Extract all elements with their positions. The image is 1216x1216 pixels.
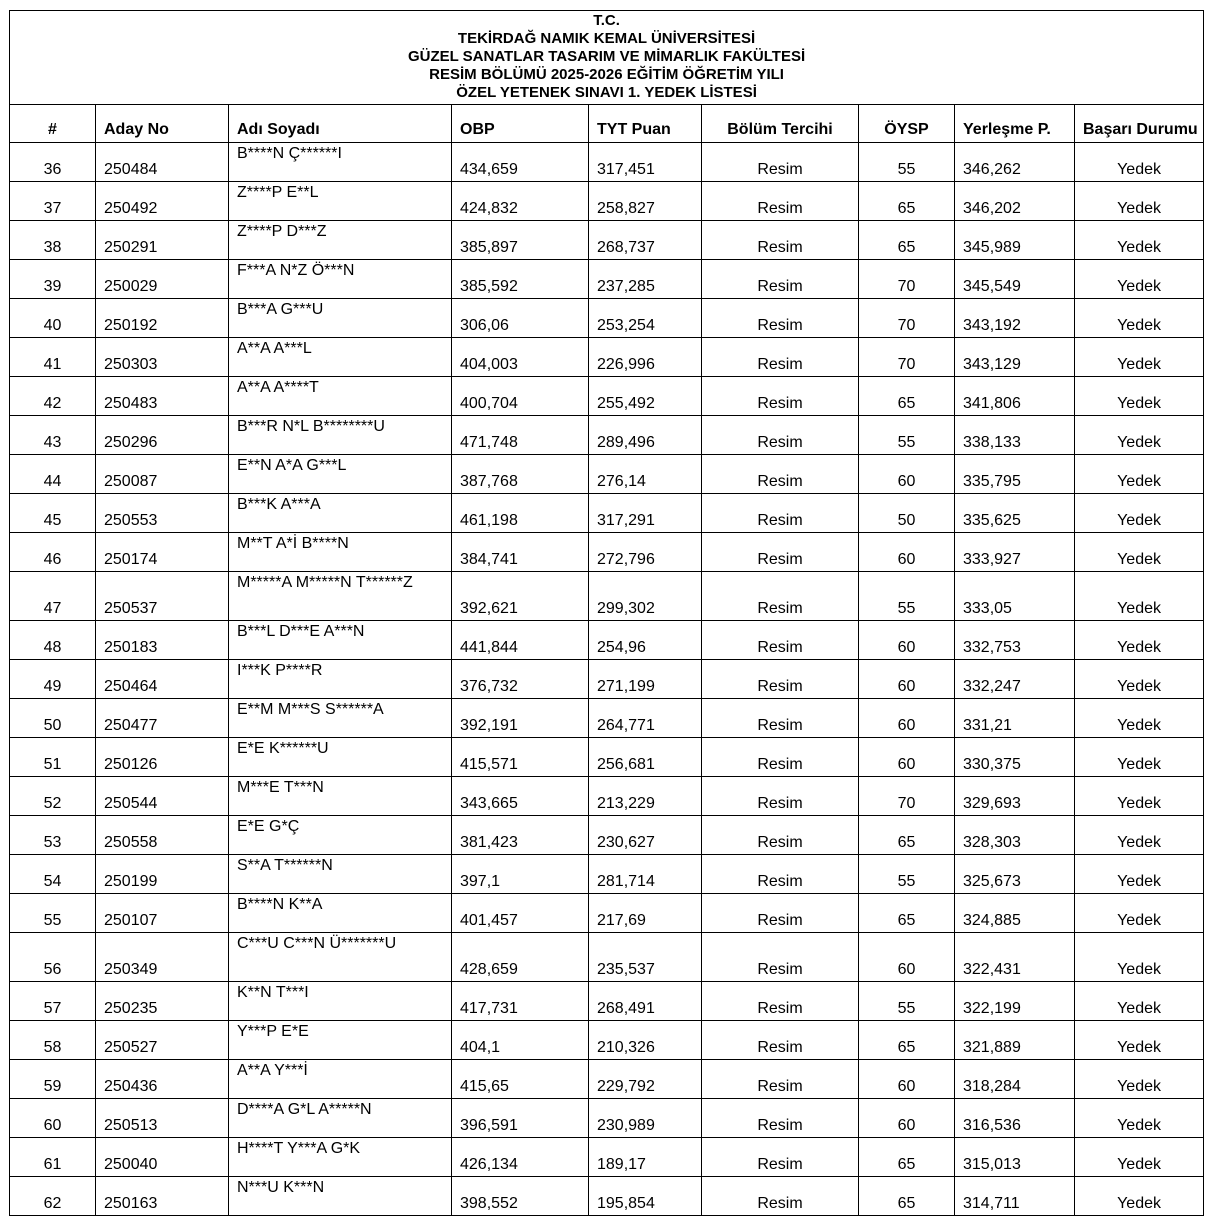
cell-tyt-score: 268,491: [589, 982, 702, 1021]
cell-placement-score: 345,549: [955, 260, 1075, 299]
cell-obp: 415,571: [452, 738, 589, 777]
cell-candidate-no: 250558: [96, 816, 229, 855]
cell-full-name: Z****P D***Z: [229, 221, 452, 260]
cell-rank: 42: [10, 377, 96, 416]
cell-department-choice: Resim: [702, 816, 859, 855]
cell-oysp: 55: [859, 416, 955, 455]
column-header-tyt-score: TYT Puan: [589, 105, 702, 143]
cell-placement-score: 343,192: [955, 299, 1075, 338]
cell-result-status: Yedek: [1075, 777, 1204, 816]
cell-full-name: B***K A***A: [229, 494, 452, 533]
cell-oysp: 60: [859, 621, 955, 660]
cell-placement-score: 330,375: [955, 738, 1075, 777]
cell-full-name: E**N A*A G***L: [229, 455, 452, 494]
column-header-full-name: Adı Soyadı: [229, 105, 452, 143]
cell-obp: 384,741: [452, 533, 589, 572]
cell-full-name: A**A A***L: [229, 338, 452, 377]
title-line-faculty: GÜZEL SANATLAR TASARIM VE MİMARLIK FAKÜLTESİ: [407, 48, 806, 65]
table-row: [10, 455, 1204, 494]
table-row: [10, 416, 1204, 455]
cell-placement-score: 346,262: [955, 143, 1075, 182]
cell-placement-score: 333,05: [955, 572, 1075, 621]
cell-result-status: Yedek: [1075, 894, 1204, 933]
cell-candidate-no: 250296: [96, 416, 229, 455]
title-line-department-year: RESİM BÖLÜMÜ 2025-2026 EĞİTİM ÖĞRETİM YILI: [429, 66, 784, 83]
document-title-block: [10, 11, 1204, 105]
cell-full-name: H****T Y***A G*K: [229, 1138, 452, 1177]
column-header-oysp: ÖYSP: [859, 105, 955, 143]
cell-obp: 401,457: [452, 894, 589, 933]
cell-candidate-no: 250291: [96, 221, 229, 260]
cell-oysp: 65: [859, 894, 955, 933]
cell-result-status: Yedek: [1075, 143, 1204, 182]
cell-obp: 461,198: [452, 494, 589, 533]
cell-candidate-no: 250040: [96, 1138, 229, 1177]
cell-tyt-score: 230,989: [589, 1099, 702, 1138]
cell-result-status: Yedek: [1075, 572, 1204, 621]
cell-rank: 48: [10, 621, 96, 660]
cell-full-name: K**N T***I: [229, 982, 452, 1021]
cell-candidate-no: 250483: [96, 377, 229, 416]
cell-result-status: Yedek: [1075, 182, 1204, 221]
cell-result-status: Yedek: [1075, 660, 1204, 699]
cell-full-name: B****N Ç******I: [229, 143, 452, 182]
cell-obp: 343,665: [452, 777, 589, 816]
cell-candidate-no: 250484: [96, 143, 229, 182]
cell-rank: 54: [10, 855, 96, 894]
table-row: [10, 933, 1204, 982]
cell-department-choice: Resim: [702, 1021, 859, 1060]
cell-obp: 387,768: [452, 455, 589, 494]
cell-obp: 471,748: [452, 416, 589, 455]
cell-rank: 55: [10, 894, 96, 933]
cell-rank: 56: [10, 933, 96, 982]
document-sheet: [9, 10, 1203, 1216]
cell-rank: 60: [10, 1099, 96, 1138]
cell-oysp: 65: [859, 377, 955, 416]
cell-result-status: Yedek: [1075, 416, 1204, 455]
cell-result-status: Yedek: [1075, 982, 1204, 1021]
cell-oysp: 55: [859, 143, 955, 182]
cell-oysp: 60: [859, 699, 955, 738]
table-row: [10, 1177, 1204, 1216]
cell-candidate-no: 250126: [96, 738, 229, 777]
cell-result-status: Yedek: [1075, 533, 1204, 572]
cell-candidate-no: 250436: [96, 1060, 229, 1099]
cell-obp: 426,134: [452, 1138, 589, 1177]
cell-department-choice: Resim: [702, 1177, 859, 1216]
cell-rank: 61: [10, 1138, 96, 1177]
column-header-obp: OBP: [452, 105, 589, 143]
cell-rank: 40: [10, 299, 96, 338]
cell-placement-score: 332,753: [955, 621, 1075, 660]
cell-department-choice: Resim: [702, 1060, 859, 1099]
cell-placement-score: 335,625: [955, 494, 1075, 533]
cell-placement-score: 318,284: [955, 1060, 1075, 1099]
cell-department-choice: Resim: [702, 699, 859, 738]
table-row: [10, 1138, 1204, 1177]
cell-full-name: Z****P E**L: [229, 182, 452, 221]
cell-department-choice: Resim: [702, 416, 859, 455]
cell-candidate-no: 250513: [96, 1099, 229, 1138]
reserve-list-table: [9, 10, 1204, 1216]
cell-candidate-no: 250192: [96, 299, 229, 338]
cell-candidate-no: 250174: [96, 533, 229, 572]
cell-result-status: Yedek: [1075, 338, 1204, 377]
cell-department-choice: Resim: [702, 494, 859, 533]
cell-obp: 417,731: [452, 982, 589, 1021]
cell-full-name: B***R N*L B********U: [229, 416, 452, 455]
cell-result-status: Yedek: [1075, 299, 1204, 338]
cell-department-choice: Resim: [702, 1138, 859, 1177]
cell-oysp: 60: [859, 1099, 955, 1138]
cell-department-choice: Resim: [702, 1099, 859, 1138]
cell-result-status: Yedek: [1075, 855, 1204, 894]
cell-tyt-score: 235,537: [589, 933, 702, 982]
cell-tyt-score: 289,496: [589, 416, 702, 455]
table-row: [10, 982, 1204, 1021]
table-row: [10, 1099, 1204, 1138]
cell-tyt-score: 276,14: [589, 455, 702, 494]
cell-obp: 381,423: [452, 816, 589, 855]
cell-result-status: Yedek: [1075, 377, 1204, 416]
cell-department-choice: Resim: [702, 660, 859, 699]
cell-rank: 58: [10, 1021, 96, 1060]
cell-tyt-score: 210,326: [589, 1021, 702, 1060]
cell-placement-score: 316,536: [955, 1099, 1075, 1138]
cell-department-choice: Resim: [702, 738, 859, 777]
cell-candidate-no: 250527: [96, 1021, 229, 1060]
cell-obp: 397,1: [452, 855, 589, 894]
cell-full-name: F***A N*Z Ö***N: [229, 260, 452, 299]
cell-obp: 376,732: [452, 660, 589, 699]
cell-full-name: B***A G***U: [229, 299, 452, 338]
cell-oysp: 70: [859, 777, 955, 816]
cell-tyt-score: 254,96: [589, 621, 702, 660]
cell-obp: 385,592: [452, 260, 589, 299]
cell-candidate-no: 250163: [96, 1177, 229, 1216]
cell-obp: 441,844: [452, 621, 589, 660]
cell-obp: 428,659: [452, 933, 589, 982]
cell-oysp: 65: [859, 1177, 955, 1216]
cell-tyt-score: 229,792: [589, 1060, 702, 1099]
cell-tyt-score: 317,451: [589, 143, 702, 182]
cell-result-status: Yedek: [1075, 494, 1204, 533]
title-line-list-name: ÖZEL YETENEK SINAVI 1. YEDEK LİSTESİ: [456, 84, 757, 101]
cell-result-status: Yedek: [1075, 1177, 1204, 1216]
cell-rank: 51: [10, 738, 96, 777]
column-header-placement-score: Yerleşme P.: [955, 105, 1075, 143]
table-row: [10, 1021, 1204, 1060]
cell-department-choice: Resim: [702, 533, 859, 572]
cell-rank: 37: [10, 182, 96, 221]
cell-tyt-score: 268,737: [589, 221, 702, 260]
table-row: [10, 699, 1204, 738]
cell-department-choice: Resim: [702, 221, 859, 260]
cell-rank: 46: [10, 533, 96, 572]
cell-oysp: 60: [859, 660, 955, 699]
cell-department-choice: Resim: [702, 455, 859, 494]
cell-oysp: 60: [859, 533, 955, 572]
cell-department-choice: Resim: [702, 299, 859, 338]
cell-tyt-score: 237,285: [589, 260, 702, 299]
cell-placement-score: 341,806: [955, 377, 1075, 416]
cell-result-status: Yedek: [1075, 1138, 1204, 1177]
cell-tyt-score: 213,229: [589, 777, 702, 816]
table-row: [10, 377, 1204, 416]
cell-tyt-score: 299,302: [589, 572, 702, 621]
cell-placement-score: 328,303: [955, 816, 1075, 855]
cell-rank: 45: [10, 494, 96, 533]
cell-placement-score: 324,885: [955, 894, 1075, 933]
cell-oysp: 50: [859, 494, 955, 533]
cell-tyt-score: 271,199: [589, 660, 702, 699]
cell-department-choice: Resim: [702, 260, 859, 299]
table-row: [10, 221, 1204, 260]
cell-placement-score: 346,202: [955, 182, 1075, 221]
column-header-result-status: Başarı Durumu: [1075, 105, 1204, 143]
cell-department-choice: Resim: [702, 377, 859, 416]
cell-obp: 434,659: [452, 143, 589, 182]
cell-oysp: 55: [859, 982, 955, 1021]
cell-oysp: 60: [859, 455, 955, 494]
cell-rank: 41: [10, 338, 96, 377]
cell-rank: 57: [10, 982, 96, 1021]
cell-candidate-no: 250303: [96, 338, 229, 377]
cell-obp: 385,897: [452, 221, 589, 260]
cell-rank: 38: [10, 221, 96, 260]
cell-full-name: S**A T******N: [229, 855, 452, 894]
cell-full-name: C***U C***N Ü*******U: [229, 933, 452, 982]
cell-department-choice: Resim: [702, 621, 859, 660]
cell-department-choice: Resim: [702, 143, 859, 182]
title-line-university: TEKİRDAĞ NAMIK KEMAL ÜNİVERSİTESİ: [457, 30, 756, 47]
cell-candidate-no: 250235: [96, 982, 229, 1021]
table-row: [10, 533, 1204, 572]
cell-result-status: Yedek: [1075, 260, 1204, 299]
cell-obp: 424,832: [452, 182, 589, 221]
cell-placement-score: 345,989: [955, 221, 1075, 260]
cell-oysp: 70: [859, 260, 955, 299]
cell-candidate-no: 250087: [96, 455, 229, 494]
cell-result-status: Yedek: [1075, 221, 1204, 260]
cell-candidate-no: 250029: [96, 260, 229, 299]
cell-candidate-no: 250553: [96, 494, 229, 533]
cell-result-status: Yedek: [1075, 738, 1204, 777]
cell-full-name: E*E G*Ç: [229, 816, 452, 855]
cell-obp: 400,704: [452, 377, 589, 416]
cell-placement-score: 333,927: [955, 533, 1075, 572]
cell-obp: 392,191: [452, 699, 589, 738]
table-row: [10, 777, 1204, 816]
cell-result-status: Yedek: [1075, 621, 1204, 660]
cell-rank: 39: [10, 260, 96, 299]
cell-tyt-score: 255,492: [589, 377, 702, 416]
cell-full-name: M*****A M*****N T******Z: [229, 572, 452, 621]
cell-placement-score: 338,133: [955, 416, 1075, 455]
column-header-rank: #: [10, 105, 96, 143]
cell-tyt-score: 195,854: [589, 1177, 702, 1216]
cell-obp: 306,06: [452, 299, 589, 338]
cell-obp: 404,1: [452, 1021, 589, 1060]
cell-oysp: 55: [859, 572, 955, 621]
table-row: [10, 494, 1204, 533]
column-header-department-choice: Bölüm Tercihi: [702, 105, 859, 143]
table-row: [10, 816, 1204, 855]
cell-candidate-no: 250107: [96, 894, 229, 933]
cell-candidate-no: 250544: [96, 777, 229, 816]
cell-tyt-score: 281,714: [589, 855, 702, 894]
cell-oysp: 70: [859, 299, 955, 338]
cell-oysp: 65: [859, 182, 955, 221]
cell-tyt-score: 189,17: [589, 1138, 702, 1177]
cell-oysp: 60: [859, 738, 955, 777]
cell-result-status: Yedek: [1075, 699, 1204, 738]
cell-candidate-no: 250199: [96, 855, 229, 894]
cell-result-status: Yedek: [1075, 1099, 1204, 1138]
table-row: [10, 621, 1204, 660]
cell-tyt-score: 272,796: [589, 533, 702, 572]
cell-tyt-score: 226,996: [589, 338, 702, 377]
cell-full-name: Y***P E*E: [229, 1021, 452, 1060]
cell-full-name: B****N K**A: [229, 894, 452, 933]
cell-candidate-no: 250477: [96, 699, 229, 738]
cell-placement-score: 314,711: [955, 1177, 1075, 1216]
cell-placement-score: 321,889: [955, 1021, 1075, 1060]
cell-placement-score: 322,431: [955, 933, 1075, 982]
cell-rank: 49: [10, 660, 96, 699]
cell-placement-score: 315,013: [955, 1138, 1075, 1177]
table-row: [10, 338, 1204, 377]
cell-obp: 415,65: [452, 1060, 589, 1099]
cell-full-name: E**M M***S S******A: [229, 699, 452, 738]
table-row: [10, 299, 1204, 338]
cell-oysp: 65: [859, 1021, 955, 1060]
cell-result-status: Yedek: [1075, 1060, 1204, 1099]
cell-result-status: Yedek: [1075, 1021, 1204, 1060]
cell-obp: 398,552: [452, 1177, 589, 1216]
table-row: [10, 260, 1204, 299]
cell-full-name: A**A A****T: [229, 377, 452, 416]
cell-tyt-score: 264,771: [589, 699, 702, 738]
cell-placement-score: 343,129: [955, 338, 1075, 377]
cell-oysp: 65: [859, 816, 955, 855]
title-line-country: T.C.: [593, 12, 620, 29]
cell-full-name: N***U K***N: [229, 1177, 452, 1216]
cell-tyt-score: 258,827: [589, 182, 702, 221]
table-row: [10, 1060, 1204, 1099]
cell-oysp: 70: [859, 338, 955, 377]
cell-tyt-score: 217,69: [589, 894, 702, 933]
cell-full-name: M***E T***N: [229, 777, 452, 816]
cell-rank: 43: [10, 416, 96, 455]
cell-tyt-score: 253,254: [589, 299, 702, 338]
cell-candidate-no: 250492: [96, 182, 229, 221]
cell-full-name: D****A G*L A*****N: [229, 1099, 452, 1138]
cell-candidate-no: 250349: [96, 933, 229, 982]
column-header-candidate-no: Aday No: [96, 105, 229, 143]
cell-tyt-score: 317,291: [589, 494, 702, 533]
table-row: [10, 855, 1204, 894]
cell-department-choice: Resim: [702, 777, 859, 816]
table-body: [10, 143, 1204, 1216]
cell-rank: 59: [10, 1060, 96, 1099]
cell-full-name: M**T A*İ B****N: [229, 533, 452, 572]
cell-tyt-score: 230,627: [589, 816, 702, 855]
cell-department-choice: Resim: [702, 338, 859, 377]
cell-department-choice: Resim: [702, 855, 859, 894]
cell-department-choice: Resim: [702, 933, 859, 982]
cell-placement-score: 325,673: [955, 855, 1075, 894]
cell-oysp: 60: [859, 1060, 955, 1099]
table-header-row: [10, 105, 1204, 143]
cell-department-choice: Resim: [702, 982, 859, 1021]
cell-candidate-no: 250183: [96, 621, 229, 660]
cell-tyt-score: 256,681: [589, 738, 702, 777]
cell-candidate-no: 250537: [96, 572, 229, 621]
cell-oysp: 65: [859, 1138, 955, 1177]
cell-placement-score: 329,693: [955, 777, 1075, 816]
cell-rank: 36: [10, 143, 96, 182]
table-row: [10, 143, 1204, 182]
cell-obp: 404,003: [452, 338, 589, 377]
cell-obp: 396,591: [452, 1099, 589, 1138]
cell-full-name: E*E K******U: [229, 738, 452, 777]
cell-candidate-no: 250464: [96, 660, 229, 699]
cell-result-status: Yedek: [1075, 933, 1204, 982]
cell-department-choice: Resim: [702, 182, 859, 221]
table-row: [10, 182, 1204, 221]
cell-department-choice: Resim: [702, 894, 859, 933]
cell-obp: 392,621: [452, 572, 589, 621]
cell-placement-score: 332,247: [955, 660, 1075, 699]
cell-result-status: Yedek: [1075, 816, 1204, 855]
cell-oysp: 60: [859, 933, 955, 982]
cell-placement-score: 322,199: [955, 982, 1075, 1021]
table-row: [10, 572, 1204, 621]
cell-full-name: I***K P****R: [229, 660, 452, 699]
cell-rank: 62: [10, 1177, 96, 1216]
cell-rank: 53: [10, 816, 96, 855]
cell-result-status: Yedek: [1075, 455, 1204, 494]
table-row: [10, 660, 1204, 699]
cell-full-name: A**A Y***İ: [229, 1060, 452, 1099]
cell-rank: 47: [10, 572, 96, 621]
cell-rank: 50: [10, 699, 96, 738]
cell-placement-score: 335,795: [955, 455, 1075, 494]
table-row: [10, 738, 1204, 777]
cell-department-choice: Resim: [702, 572, 859, 621]
cell-rank: 52: [10, 777, 96, 816]
cell-rank: 44: [10, 455, 96, 494]
cell-oysp: 55: [859, 855, 955, 894]
table-row: [10, 894, 1204, 933]
cell-full-name: B***L D***E A***N: [229, 621, 452, 660]
cell-placement-score: 331,21: [955, 699, 1075, 738]
cell-oysp: 65: [859, 221, 955, 260]
